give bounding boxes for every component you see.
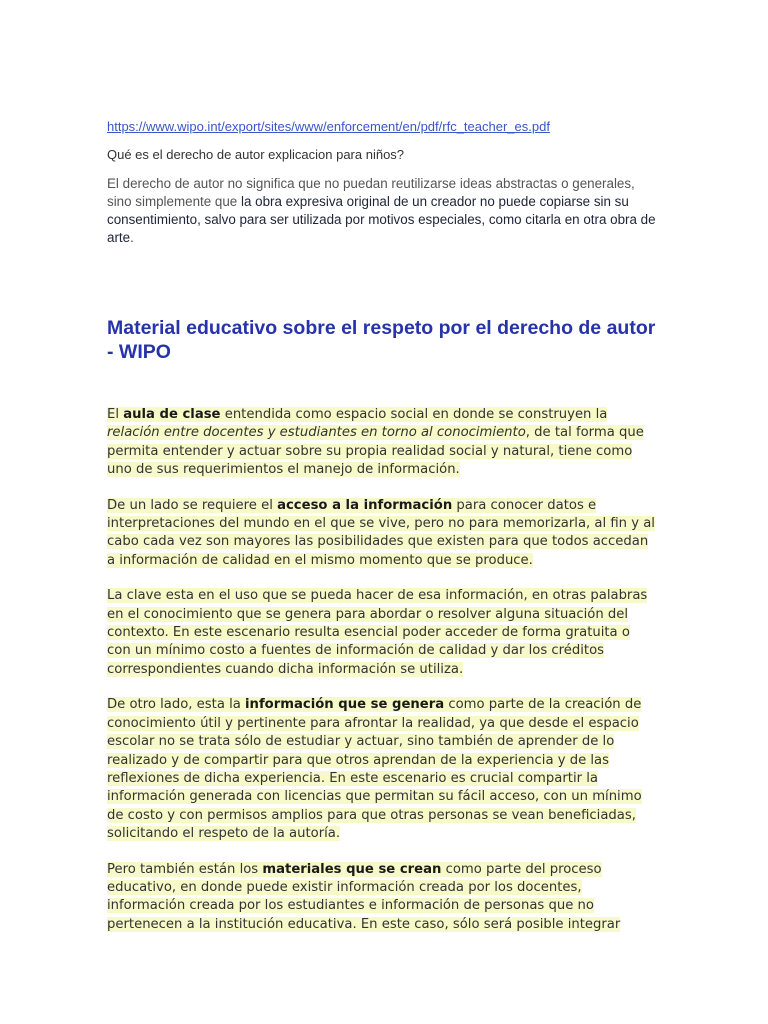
text-run: entendida como espacio social en donde se construyen la: [220, 407, 608, 422]
bold-term: información que se genera: [245, 697, 445, 713]
bold-term: acceso a la información: [277, 497, 453, 513]
text-run: para conocer datos e interpretaciones del mundo en el que se vive, pero no para memorizarla, al fin y al cabo cada vez son mayores las posibilidades que existen para que todos accedan a información de calidad en el mismo momento que se produce.: [107, 497, 655, 568]
question-text: Qué es el derecho de autor explicacion para niños?: [107, 147, 405, 162]
italic-term: relación entre docentes y estudiantes en torno al conocimiento: [107, 425, 526, 441]
answer-part-3: .: [130, 230, 134, 245]
paragraph-highlight: [107, 407, 644, 477]
answer-part-2: la obra expresiva original de un creador no puede copiarse sin su consentimiento, salvo para ser utilizada por motivos especiales, como citarla en otra obra de arte: [107, 194, 656, 245]
text-run: La clave esta en el uso que se pueda hacer de esa información, en otras palabras en el conocimiento que se genera para abordar o resolver alguna situación del contexto. En este escenario resulta esencial poder acceder de forma gratuita o con un mínimo costo a fuentes de información de calidad y dar los créditos correspondientes cuando dicha información se utiliza.: [107, 588, 648, 677]
text-run: El: [107, 407, 124, 422]
text-run: , de tal forma que permita entender y actuar sobre su propia realidad social y natural, tiene como uno de sus requerimientos el manejo de información.: [107, 425, 644, 478]
paragraph-materiales: [107, 861, 657, 935]
paragraph-la-clave: [107, 587, 657, 679]
answer-text: [107, 175, 657, 247]
paragraph-highlight: [107, 498, 655, 568]
text-run: De otro lado, esta la: [107, 697, 246, 713]
paragraph-highlight: [107, 588, 647, 677]
paragraph-acceso-informacion: [107, 497, 657, 571]
text-run: como parte de la creación de conocimiento útil y pertinente para afrontar la realidad, ya que desde el espacio escolar no se trata sólo de estudiar y actuar, sino también de aprender de lo realizado y de compartir para que otros aprendan de la experiencia y de las reflexiones de dicha experiencia. En este escenario es crucial compartir la información generada con licencias que permitan su fácil acceso, con un mínimo de costo y con permisos amplios para que otras personas se vean beneficiadas, solicitando el respeto de la autoría.: [107, 697, 642, 842]
text-run: como parte del proceso educativo, en donde puede existir información creada por los docentes, información creada por los estudiantes e información de personas que no pertenecen a la institución educativa. En este caso, sólo será posible integrar: [107, 861, 621, 932]
paragraph-highlight: [107, 697, 642, 841]
section-heading: Material educativo sobre el respeto por el derecho de autor - WIPO: [107, 317, 656, 363]
text-run: De un lado se requiere el: [107, 497, 278, 513]
source-link[interactable]: https://www.wipo.int/export/sites/www/enforcement/en/pdf/rfc_teacher_es.pdf: [107, 119, 550, 134]
bold-term: materiales que se crean: [262, 861, 442, 877]
document-page: [107, 118, 657, 934]
answer-part-1: El derecho de autor no significa que no puedan reutilizarse ideas abstractas o generales, sino simplemente que: [107, 176, 635, 209]
paragraph-informacion-generada: [107, 696, 657, 843]
paragraph-aula-de-clase: [107, 406, 657, 480]
paragraph-highlight: [107, 862, 620, 932]
bold-term: aula de clase: [123, 407, 221, 422]
text-run: Pero también están los: [107, 861, 263, 877]
